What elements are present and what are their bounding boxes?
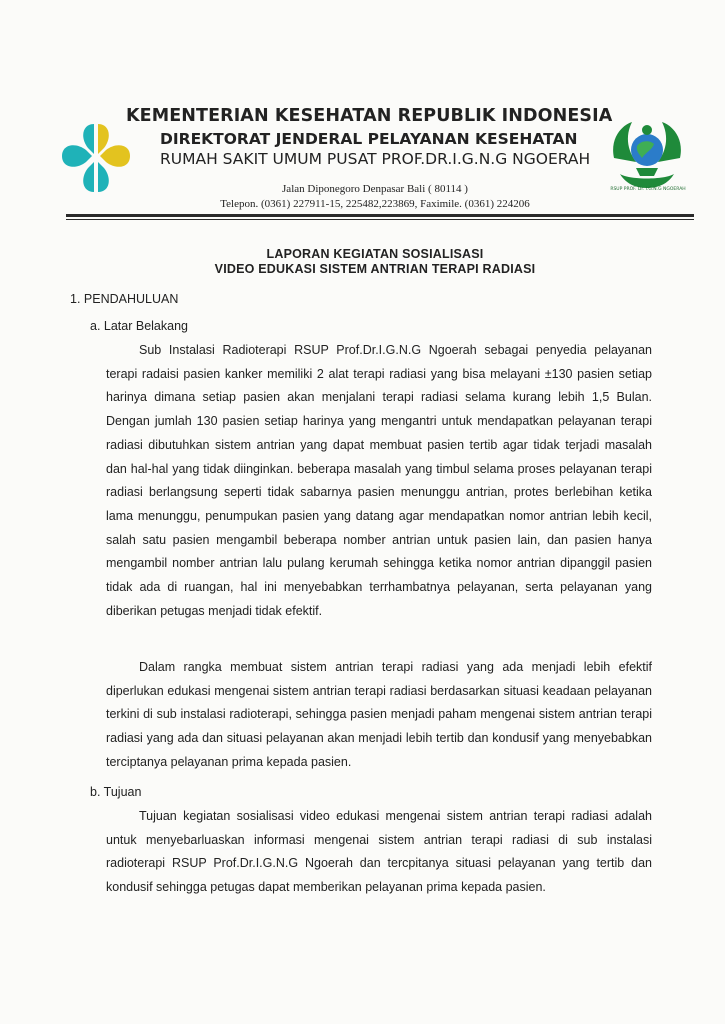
section-heading-pendahuluan: 1. PENDAHULUAN — [70, 292, 179, 306]
paragraph-latar-belakang-1: Sub Instalasi Radioterapi RSUP Prof.Dr.I.G.N.G Ngoerah sebagai penyedia pelayanan terapi radaisi pasien kanker memiliki 2 alat terapi radiasi yang bisa melayani ±130 pasien setiap harinya dimana setiap pasien akan menjalani terapi radiasi selama kurang lebih 1,5 Bulan. Dengan jumlah 130 pasien setiap harinya yang mengantri untuk mendapatkan pelayanan terapi radiasi dibutuhkan sistem antrian yang dapat membuat pasien tertib agar tidak terjadi masalah dan hal-hal yang tidak diinginkan. beberapa masalah yang timbul selama proses pelayanan terapi radiasi berlangsung seperti tidak sabarnya pasien menunggu antrian, protes berlebihan ketika lama menunggu, penumpukan pasien yang datang agar mendapatkan nomor antrian lebih kecil, salah satu pasien mengambil beberapa nomber antrian untuk pasien lain, dan pasien hanya mengambil nomber antrian lalu pulang kerumah sehingga ketika nomor antrian dipanggil pasien tidak ada di ruangan, hal ini menyebabkan terrhambatnya pelayanan, serta pelayanan yang diberikan petugas menjadi tidak efektif. — [106, 343, 652, 618]
report-title-line2: VIDEO EDUKASI SISTEM ANTRIAN TERAPI RADIASI — [214, 262, 536, 276]
letterhead-rule-thick — [66, 214, 694, 217]
address-line: Jalan Diponegoro Denpasar Bali ( 80114 ) — [282, 183, 468, 195]
paragraph-tujuan: Tujuan kegiatan sosialisasi video edukasi mengenai sistem antrian terapi radiasi adalah untuk menyebarluaskan informasi mengenai sistem antrian terapi radiasi di sub instalasi radioterapi RSUP Prof.Dr.I.G.N.G Ngoerah dan tercpitanya situasi pelayanan yang tertib dan kondusif sehingga petugas dapat memberikan pelayanan prima kepada pasien. — [106, 809, 652, 895]
contact-line: Telepon. (0361) 227911-15, 225482,223869, Faximile. (0361) 224206 — [220, 198, 530, 210]
ministry-name: KEMENTERIAN KESEHATAN REPUBLIK INDONESIA — [126, 106, 613, 126]
letterhead-rule-thin — [66, 219, 694, 220]
right-logo-caption: RSUP PROF. Dr. I.G.N.G NGOERAH — [610, 187, 686, 192]
subsection-heading-tujuan: b. Tujuan — [90, 785, 142, 799]
paragraph-latar-belakang-2: Dalam rangka membuat sistem antrian terapi radiasi yang ada menjadi lebih efektif diperlukan edukasi mengenai sistem antrian terapi radiasi berdasarkan situasi keadaan pelayanan terkini di sub instalasi radioterapi, sehingga pasien menjadi paham mengenai sistem antrian terapi radiasi yang ada dan situasi pelayanan akan menjadi lebih tertib dan kondusif yang menyebabkan terciptanya pelayanan prima kepada pasien. — [106, 660, 652, 769]
subsection-heading-latar-belakang: a. Latar Belakang — [90, 319, 188, 333]
report-title-line1: LAPORAN KEGIATAN SOSIALISASI — [266, 247, 484, 261]
kemenkes-logo-icon — [58, 120, 134, 196]
hospital-name: RUMAH SAKIT UMUM PUSAT PROF.DR.I.G.N.G NGOERAH — [160, 150, 591, 168]
rsup-ngoerah-logo-icon — [606, 118, 688, 194]
directorate-name: DIREKTORAT JENDERAL PELAYANAN KESEHATAN — [160, 130, 578, 148]
